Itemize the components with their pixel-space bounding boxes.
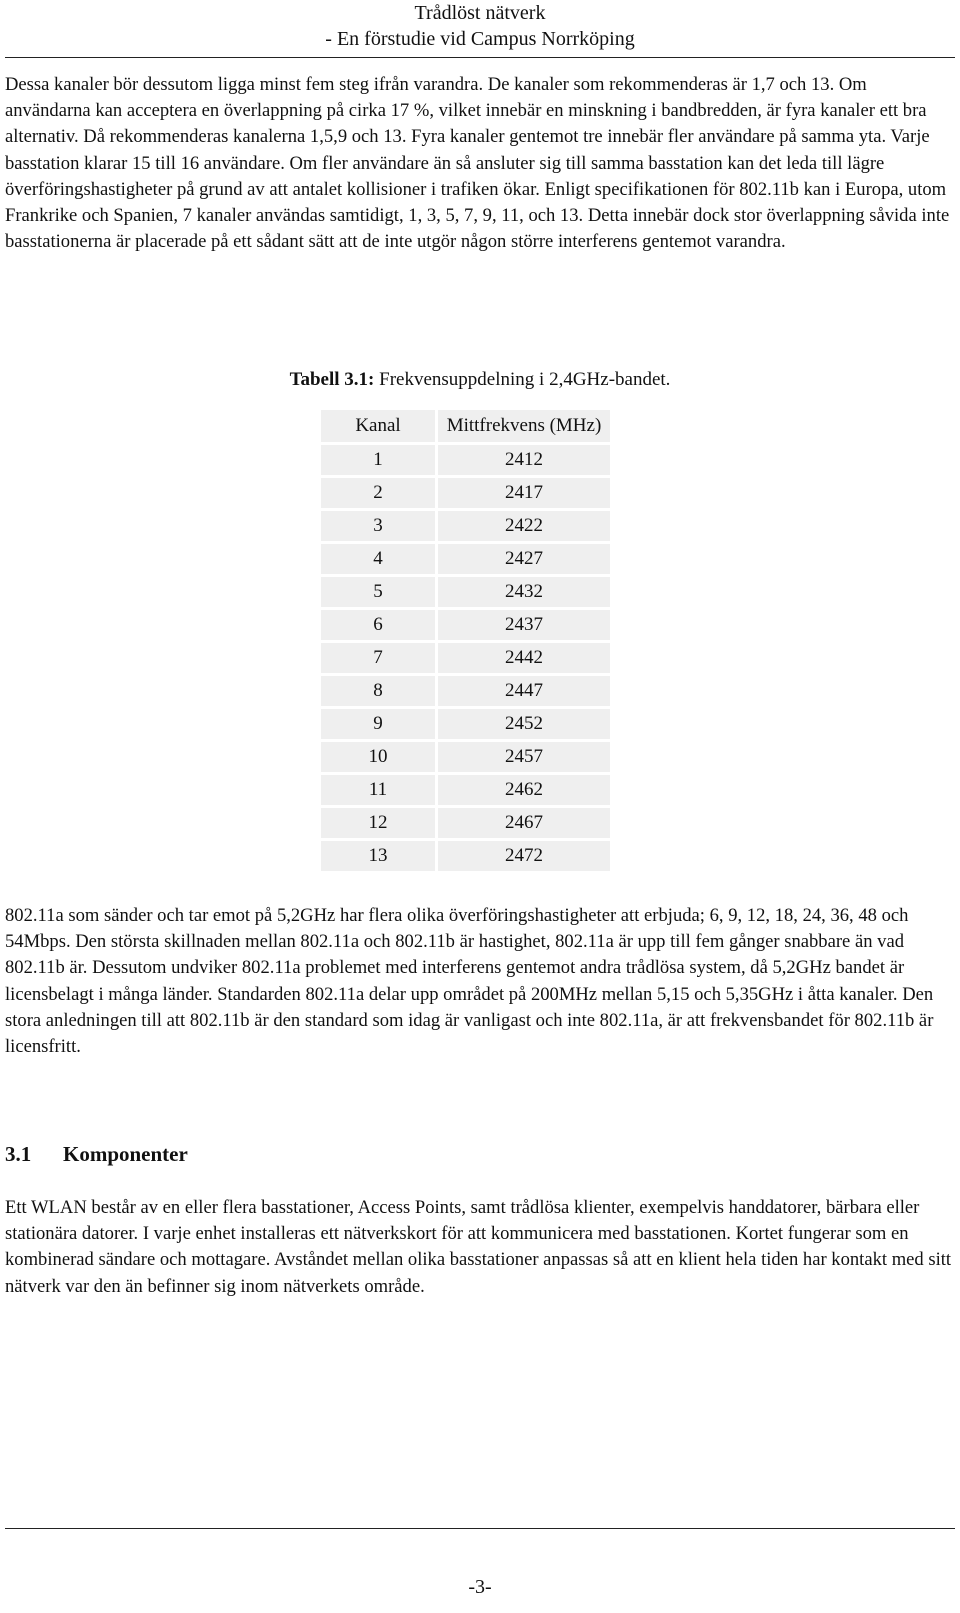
cell-kanal: 13 — [321, 841, 435, 871]
cell-kanal: 4 — [321, 544, 435, 574]
section-heading — [5, 1140, 188, 1168]
table-row — [321, 445, 610, 475]
cell-kanal: 9 — [321, 709, 435, 739]
table-row — [321, 808, 610, 838]
header-divider — [5, 57, 955, 58]
page-number: -3- — [468, 1576, 492, 1598]
cell-kanal: 6 — [321, 610, 435, 640]
header-title: Trådlöst nätverk — [414, 2, 546, 24]
header-subtitle: - En förstudie vid Campus Norrköping — [325, 28, 635, 50]
frequency-table — [318, 407, 613, 874]
cell-mittfrekvens: 2437 — [438, 610, 610, 640]
table-row — [321, 610, 610, 640]
table-row — [321, 577, 610, 607]
table-row — [321, 544, 610, 574]
table-row — [321, 841, 610, 871]
table-row — [321, 775, 610, 805]
table-row — [321, 511, 610, 541]
cell-kanal: 3 — [321, 511, 435, 541]
cell-mittfrekvens: 2457 — [438, 742, 610, 772]
cell-kanal: 8 — [321, 676, 435, 706]
table-row — [321, 742, 610, 772]
cell-kanal: 12 — [321, 808, 435, 838]
cell-mittfrekvens: 2472 — [438, 841, 610, 871]
table-caption — [0, 367, 960, 393]
cell-mittfrekvens: 2432 — [438, 577, 610, 607]
table-row — [321, 709, 610, 739]
cell-kanal: 1 — [321, 445, 435, 475]
body-paragraph-1: Dessa kanaler bör dessutom ligga minst fem steg ifrån varandra. De kanaler som rekommenderas är 1,7 och 13. Om användarna kan acceptera en överlappning på cirka 17 %, vilket innebär en minskning i bandbredden, är fyra kanaler ett bra alternativ. Då rekommenderas kanalerna 1,5,9 och 13. Fyra kanaler gentemot tre innebär fler användare på samma yta. Varje basstation klarar 15 till 16 användare. Om fler användare än så ansluter sig till samma basstation kan det leda till lägre överföringshastigheter på grund av att antalet kollisioner i trafiken ökar. Enligt specifikationen för 802.11b kan i Europa, utom Frankrike och Spanien, 7 kanaler användas samtidigt, 1, 3, 5, 7, 9, 11, och 13. Detta innebär dock stor överlappning såvida inte basstationerna är placerade på ett sådant sätt att de inte utgör någon större interferens gentemot varandra. — [5, 74, 950, 253]
cell-mittfrekvens: 2442 — [438, 643, 610, 673]
section-number: 3.1 — [5, 1142, 32, 1166]
table-caption-text: Frekvensuppdelning i 2,4GHz-bandet. — [374, 369, 671, 390]
cell-kanal: 5 — [321, 577, 435, 607]
cell-kanal: 11 — [321, 775, 435, 805]
table-row — [321, 676, 610, 706]
column-header-kanal: Kanal — [321, 410, 435, 442]
cell-kanal: 10 — [321, 742, 435, 772]
table-body — [321, 445, 610, 871]
page-header — [0, 0, 960, 52]
footer-divider — [5, 1528, 955, 1529]
cell-mittfrekvens: 2427 — [438, 544, 610, 574]
cell-kanal: 2 — [321, 478, 435, 508]
section-title: Komponenter — [63, 1142, 188, 1166]
cell-mittfrekvens: 2467 — [438, 808, 610, 838]
cell-mittfrekvens: 2447 — [438, 676, 610, 706]
table-row — [321, 643, 610, 673]
table-caption-label: Tabell 3.1: — [289, 369, 375, 390]
cell-kanal: 7 — [321, 643, 435, 673]
cell-mittfrekvens: 2422 — [438, 511, 610, 541]
cell-mittfrekvens: 2412 — [438, 445, 610, 475]
body-paragraph-2: 802.11a som sänder och tar emot på 5,2GHz har flera olika överföringshastigheter att erbjuda; 6, 9, 12, 18, 24, 36, 48 och 54Mbps. Den största skillnaden mellan 802.11a och 802.11b är hastighet, 802.11a är upp till fem gånger snabbare än vad 802.11b är. Dessutom undviker 802.11a problemet med interferens gentemot andra trådlösa system, då 5,2GHz bandet är licensbelagt i många länder. Standarden 802.11a delar upp området på 200MHz mellan 5,15 och 5,35GHz i åtta kanaler. Den stora anledningen till att 802.11b är den standard som idag är vanligast och inte 802.11a, är att frekvensbandet för 802.11b är licensfritt. — [5, 905, 934, 1058]
table-header-row — [321, 410, 610, 442]
cell-mittfrekvens: 2417 — [438, 478, 610, 508]
cell-mittfrekvens: 2462 — [438, 775, 610, 805]
body-paragraph-3: Ett WLAN består av en eller flera basstationer, Access Points, samt trådlösa klienter, exempelvis handdatorer, bärbara eller stationära datorer. I varje enhet installeras ett nätverkskort för att kommunicera med basstationen. Kortet fungerar som en kombinerad sändare och mottagare. Avståndet mellan olika basstationer anpassas så att en klient hela tiden har kontakt med sitt nätverk var den än befinner sig inom nätverkets område. — [5, 1197, 952, 1297]
cell-mittfrekvens: 2452 — [438, 709, 610, 739]
table-row — [321, 478, 610, 508]
column-header-mittfrekvens: Mittfrekvens (MHz) — [438, 410, 610, 442]
